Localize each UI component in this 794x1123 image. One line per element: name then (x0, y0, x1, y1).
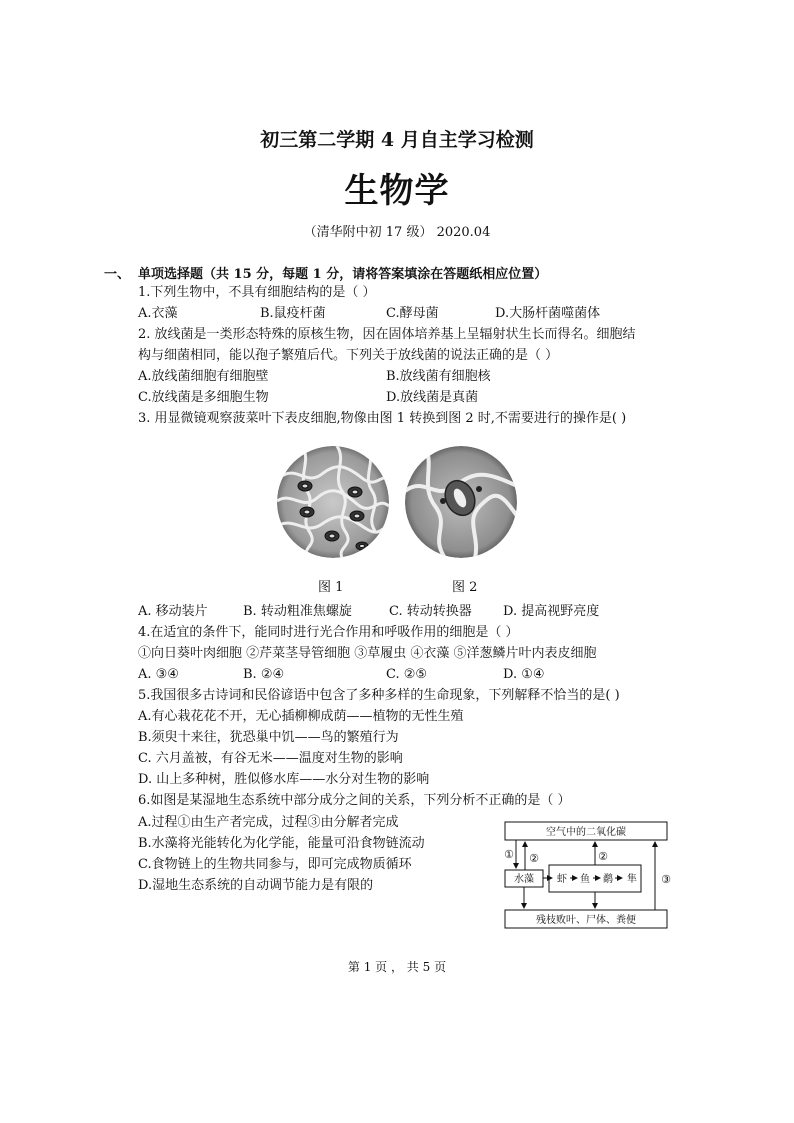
chain-organism-1: 虾 (557, 874, 567, 885)
q4-option-a: A. ③④ (138, 667, 179, 682)
ecosystem-diagram (495, 815, 685, 940)
q5-stem: 5.我国很多古诗词和民俗谚语中包含了多种多样的生命现象，下列解释不恰当的是( ) (138, 688, 620, 703)
subject-title: 生物学 (344, 171, 450, 211)
q1-option-d: D.大肠杆菌噬菌体 (495, 306, 601, 321)
chain-organism-4: 隼 (627, 874, 637, 885)
decomposer-label: 残枝败叶、尸体、粪便 (536, 915, 636, 926)
microscope-view-low-power (277, 446, 389, 558)
q4-option-c: C. ②⑤ (386, 667, 428, 682)
q3-option-a: A. 移动装片 (138, 604, 208, 619)
q4-stem: 4.在适宜的条件下，能同时进行光合作用和呼吸作用的细胞是（ ） (138, 625, 519, 640)
figure-2-caption: 图 2 (452, 580, 478, 595)
chain-organism-3: 鹬 (603, 874, 613, 885)
q1-option-a: A.衣藻 (138, 306, 178, 321)
q4-option-d: D. ①④ (503, 667, 545, 682)
q2-option-c: C.放线菌是多细胞生物 (138, 390, 269, 405)
chain-organism-2: 鱼 (580, 874, 590, 885)
q6-option-c: C.食物链上的生物共同参与，即可完成物质循环 (138, 857, 412, 872)
q3-option-d: D. 提高视野亮度 (503, 604, 600, 619)
q1-option-b: B.鼠疫杆菌 (260, 306, 326, 321)
q3-stem: 3. 用显微镜观察菠菜叶下表皮细胞,物像由图 1 转换到图 2 时,不需要进行的操作是( ) (138, 411, 627, 426)
q5-option-a: A.有心栽花花不开，无心插柳柳成荫——植物的无性生殖 (138, 709, 464, 724)
co2-label: 空气中的二氧化碳 (546, 827, 626, 838)
q1-option-c: C.酵母菌 (386, 306, 439, 321)
q2-option-a: A.放线菌细胞有细胞壁 (138, 369, 269, 384)
page-footer: 第 1 页 ， 共 5 页 (347, 960, 447, 974)
q6-stem: 6.如图是某湿地生态系统中部分成分之间的关系，下列分析不正确的是（ ） (138, 793, 571, 808)
q1-stem: 1.下列生物中，不具有细胞结构的是（ ） (138, 285, 376, 300)
process-label-3: ③ (661, 873, 671, 886)
exam-title: 初三第二学期 4 月自主学习检测 (260, 129, 534, 151)
process-label-2b: ② (598, 850, 608, 863)
process-label-2a: ② (529, 852, 539, 865)
microscope-view-high-power (405, 446, 517, 558)
q6-option-b: B.水藻将光能转化为化学能，能量可沿食物链流动 (138, 836, 425, 851)
figure-1-caption: 图 1 (318, 580, 344, 595)
q2-option-b: B.放线菌有细胞核 (386, 369, 491, 384)
process-label-1: ① (504, 848, 514, 861)
q5-option-d: D. 山上多种树，胜似修水库——水分对生物的影响 (138, 772, 430, 787)
q5-option-b: B.须臾十来往，犹恐巢中饥——鸟的繁殖行为 (138, 730, 399, 745)
q2-option-d: D.放线菌是真菌 (386, 390, 479, 405)
q5-option-c: C. 六月盖被，有谷无米——温度对生物的影响 (138, 751, 403, 766)
q2-stem-line1: 2. 放线菌是一类形态特殊的原核生物，因在固体培养基上呈辐射状生长而得名。细胞结 (138, 327, 636, 342)
section-heading: 单项选择题（共 15 分，每题 1 分，请将答案填涂在答题纸相应位置） (138, 267, 548, 282)
q4-items: ①向日葵叶肉细胞 ②芹菜茎导管细胞 ③草履虫 ④衣藻 ⑤洋葱鳞片叶内表皮细胞 (138, 646, 597, 661)
q3-option-b: B. 转动粗准焦螺旋 (243, 604, 352, 619)
section-number: 一、 (104, 267, 131, 282)
q3-option-c: C. 转动转换器 (389, 604, 472, 619)
q6-option-d: D.湿地生态系统的自动调节能力是有限的 (138, 878, 374, 893)
producer-label: 水藻 (514, 874, 534, 885)
exam-meta: （清华附中初 17 级） 2020.04 (303, 225, 491, 240)
q4-option-b: B. ②④ (243, 667, 285, 682)
q2-stem-line2: 构与细菌相同，能以孢子繁殖后代。下列关于放线菌的说法正确的是（ ） (138, 348, 559, 363)
q6-option-a: A.过程①由生产者完成，过程③由分解者完成 (138, 815, 399, 830)
